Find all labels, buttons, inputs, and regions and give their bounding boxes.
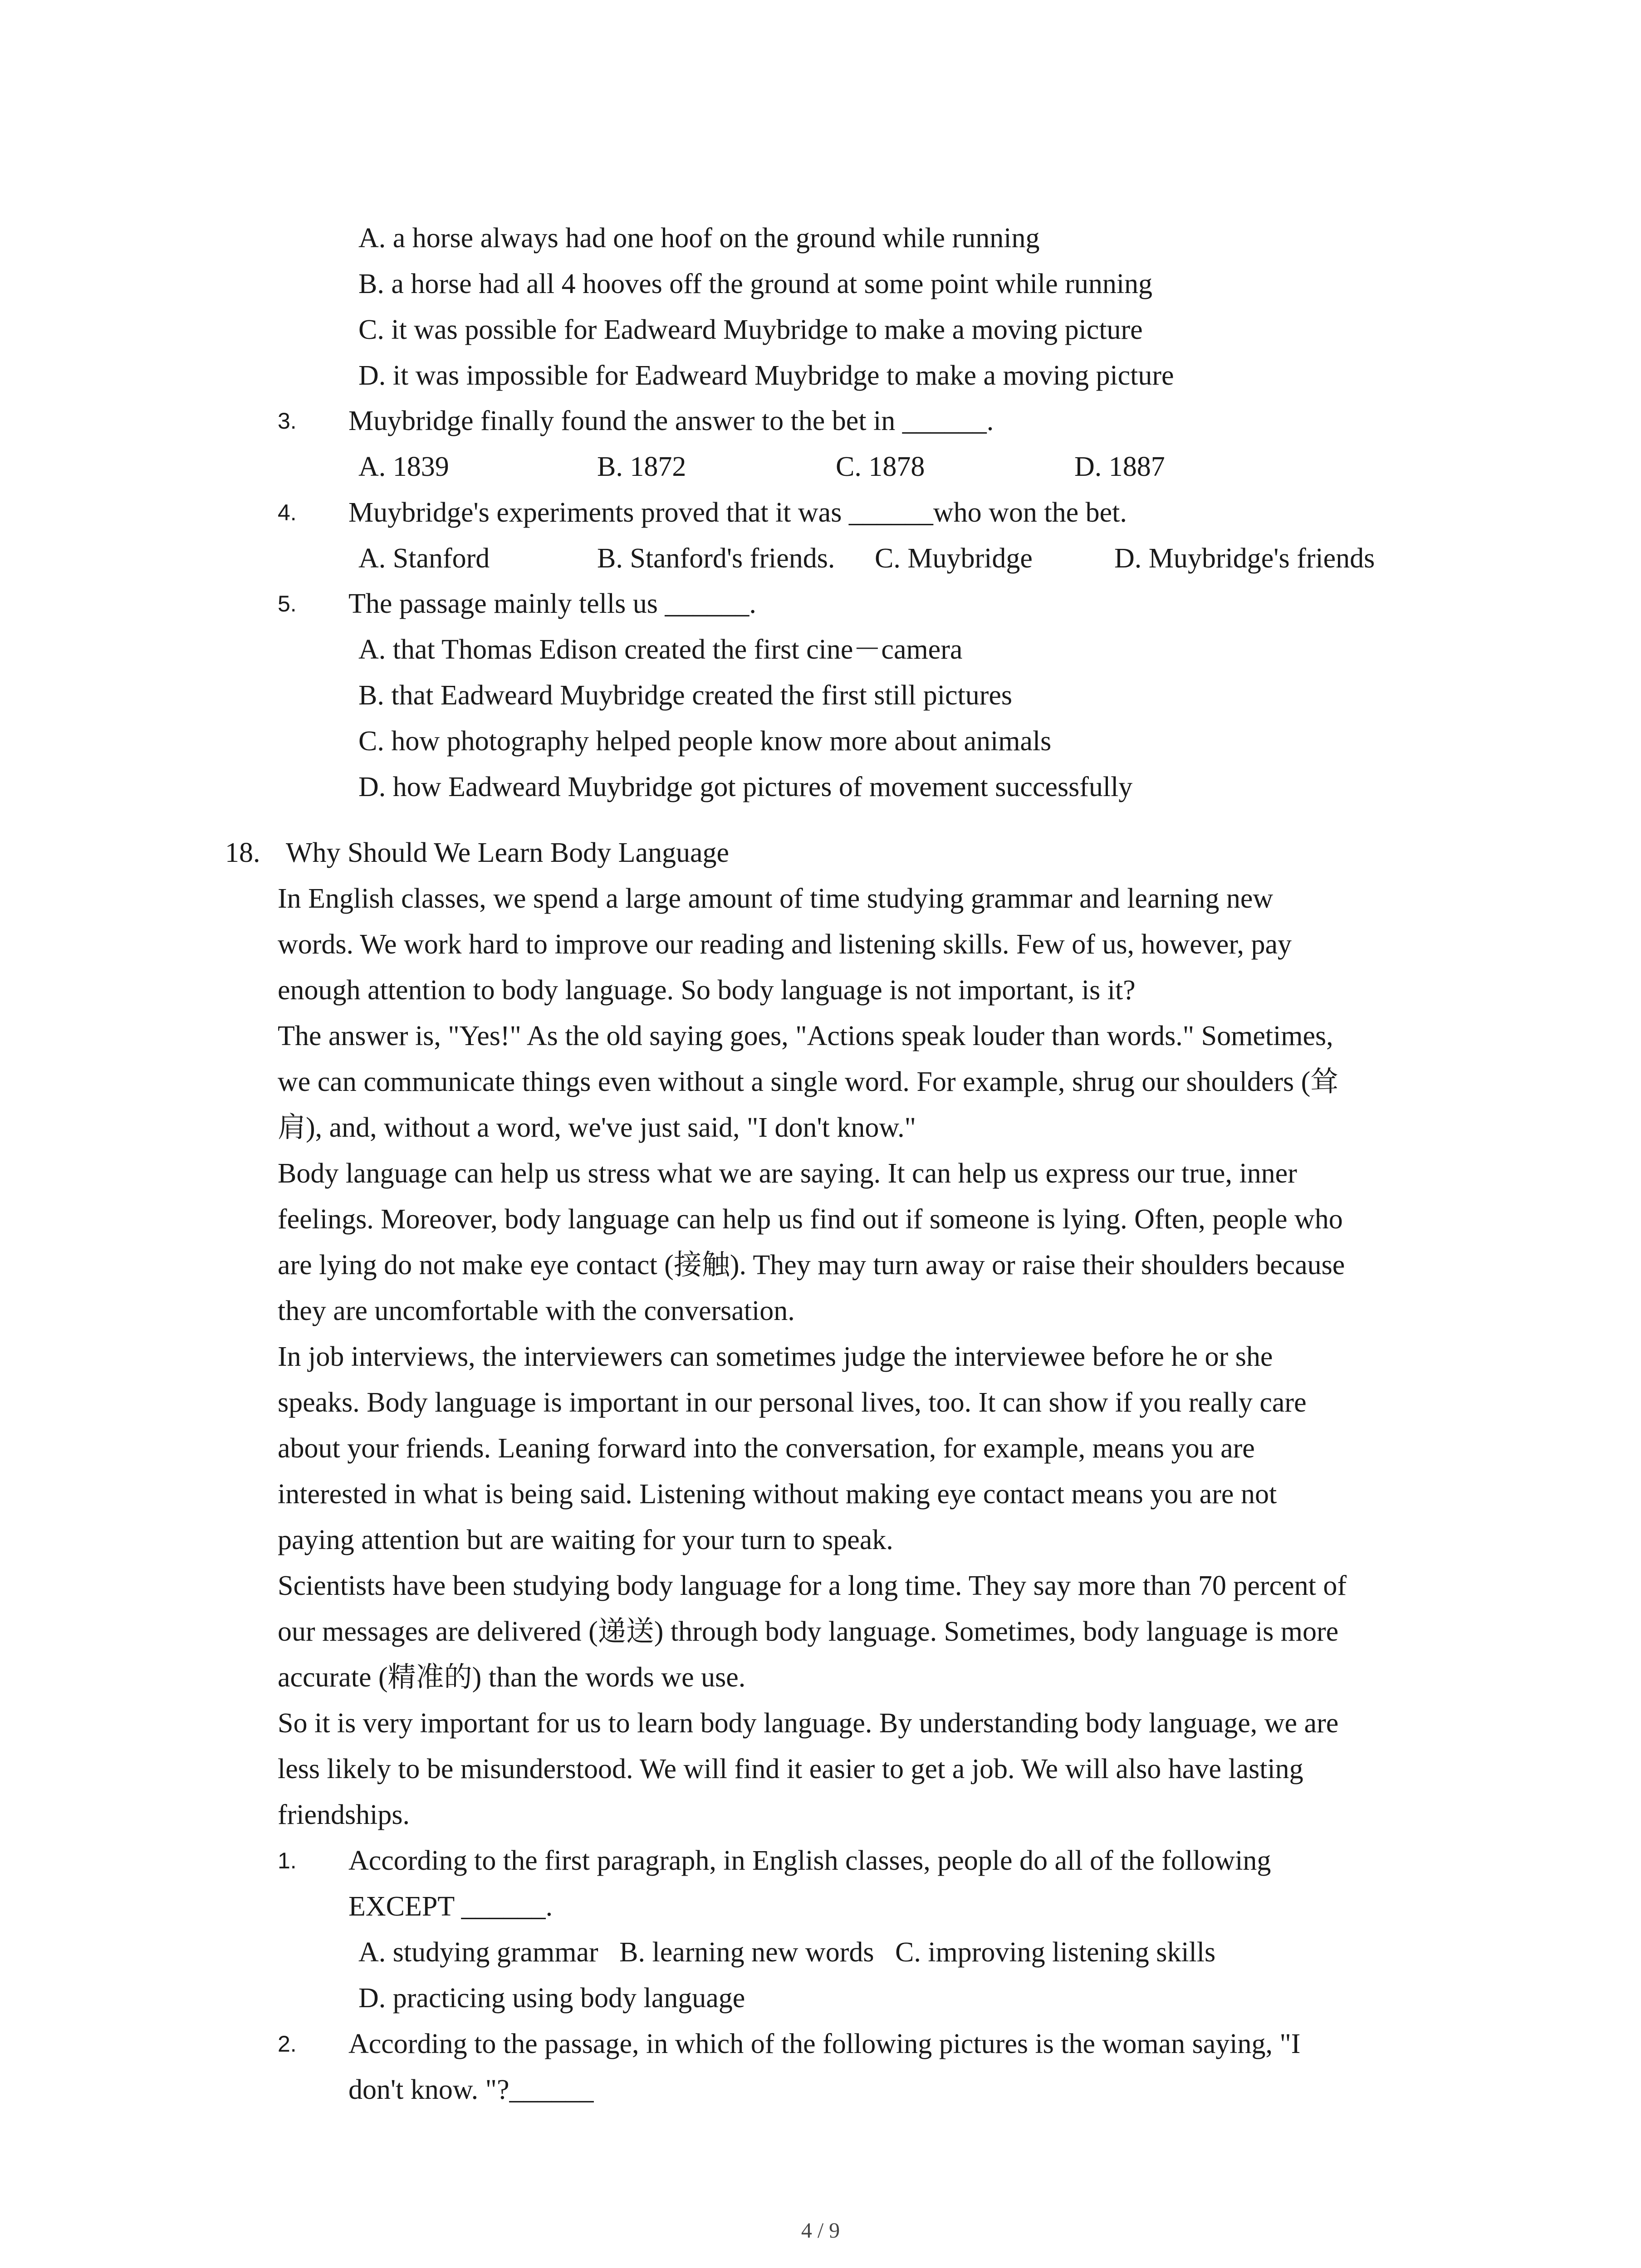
q17-3-option-d: D. 1887	[1074, 451, 1165, 482]
q17-4-option-a: A. Stanford	[358, 543, 490, 574]
q18-title: Why Should We Learn Body Language	[286, 837, 730, 868]
passage-line: So it is very important for us to learn body language. By understanding body language, we are	[278, 1708, 1339, 1739]
q17-5-option-b: B. that Eadweard Muybridge created the first still pictures	[358, 680, 1013, 711]
q17-2-option-d: D. it was impossible for Eadweard Muybridge to make a moving picture	[358, 360, 1174, 391]
passage-line: our messages are delivered (递送) through body language. Sometimes, body language is more	[278, 1616, 1339, 1647]
passage-line: less likely to be misunderstood. We will find it easier to get a job. We will also have lasting	[278, 1754, 1303, 1784]
passage-line: Scientists have been studying body language for a long time. They say more than 70 percent of	[278, 1570, 1347, 1601]
passage-line: feelings. Moreover, body language can help us find out if someone is lying. Often, people who	[278, 1204, 1343, 1235]
passage-line: accurate (精准的) than the words we use.	[278, 1662, 746, 1693]
passage-line: Body language can help us stress what we are saying. It can help us express our true, inner	[278, 1158, 1297, 1189]
passage-line: paying attention but are waiting for your turn to speak.	[278, 1525, 893, 1555]
q18-1-question-line1: According to the first paragraph, in English classes, people do all of the following	[348, 1845, 1271, 1876]
passage-line: they are uncomfortable with the conversation.	[278, 1295, 795, 1326]
q18-1-number: 1.	[278, 1848, 297, 1873]
q18-1-options-line1: A. studying grammar B. learning new words C. improving listening skills	[358, 1937, 1216, 1968]
passage-line: In English classes, we spend a large amount of time studying grammar and learning new	[278, 883, 1274, 914]
q17-2-option-a: A. a horse always had one hoof on the ground while running	[358, 223, 1040, 254]
q17-4-number: 4.	[278, 500, 297, 525]
q17-3-option-b: B. 1872	[597, 451, 686, 482]
passage-line: words. We work hard to improve our reading and listening skills. Few of us, however, pay	[278, 929, 1292, 960]
passage-line: we can communicate things even without a single word. For example, shrug our shoulders (耸	[278, 1066, 1339, 1097]
passage-line: enough attention to body language. So body language is not important, is it?	[278, 975, 1136, 1006]
q17-5-option-c: C. how photography helped people know more about animals	[358, 726, 1052, 757]
q17-3-option-c: C. 1878	[836, 451, 925, 482]
q18-1-question-line2: EXCEPT ______.	[348, 1891, 553, 1922]
passage-line: friendships.	[278, 1799, 410, 1830]
q18-1-options-line2: D. practicing using body language	[358, 1983, 745, 2014]
passage-line: interested in what is being said. Listening without making eye contact means you are not	[278, 1479, 1277, 1510]
q17-5-option-d: D. how Eadweard Muybridge got pictures of movement successfully	[358, 772, 1133, 802]
q17-2-option-b: B. a horse had all 4 hooves off the ground at some point while running	[358, 269, 1153, 299]
passage-line: The answer is, "Yes!" As the old saying goes, "Actions speak louder than words." Sometimes,	[278, 1021, 1333, 1051]
q17-5-question: The passage mainly tells us ______.	[348, 588, 756, 619]
passage-line: about your friends. Leaning forward into the conversation, for example, means you are	[278, 1433, 1255, 1464]
q17-5-number: 5.	[278, 591, 297, 616]
passage-line: are lying do not make eye contact (接触). They may turn away or raise their shoulders because	[278, 1250, 1345, 1281]
q17-4-option-d: D. Muybridge's friends	[1114, 543, 1375, 574]
q17-4-option-c: C. Muybridge	[875, 543, 1033, 574]
q18-2-number: 2.	[278, 2031, 297, 2057]
passage-line: speaks. Body language is important in our personal lives, too. It can show if you really care	[278, 1387, 1307, 1418]
q17-2-option-c: C. it was possible for Eadweard Muybridge to make a moving picture	[358, 314, 1143, 345]
q17-5-option-a: A. that Thomas Edison created the first cine－camera	[358, 634, 963, 665]
q18-number: 18.	[225, 837, 260, 868]
q18-2-question-line1: According to the passage, in which of the following pictures is the woman saying, "I	[348, 2028, 1301, 2059]
q17-3-option-a: A. 1839	[358, 451, 449, 482]
q17-3-question: Muybridge finally found the answer to the bet in ______.	[348, 406, 994, 436]
q17-4-question: Muybridge's experiments proved that it was ______who won the bet.	[348, 497, 1127, 528]
page-number: 4 / 9	[801, 2219, 840, 2243]
q17-3-number: 3.	[278, 408, 297, 434]
passage-line: In job interviews, the interviewers can sometimes judge the interviewee before he or she	[278, 1341, 1273, 1372]
passage-line: 肩), and, without a word, we've just said, "I don't know."	[278, 1112, 916, 1143]
q17-4-option-b: B. Stanford's friends.	[597, 543, 835, 574]
q18-2-question-line2: don't know. "?______	[348, 2074, 594, 2105]
